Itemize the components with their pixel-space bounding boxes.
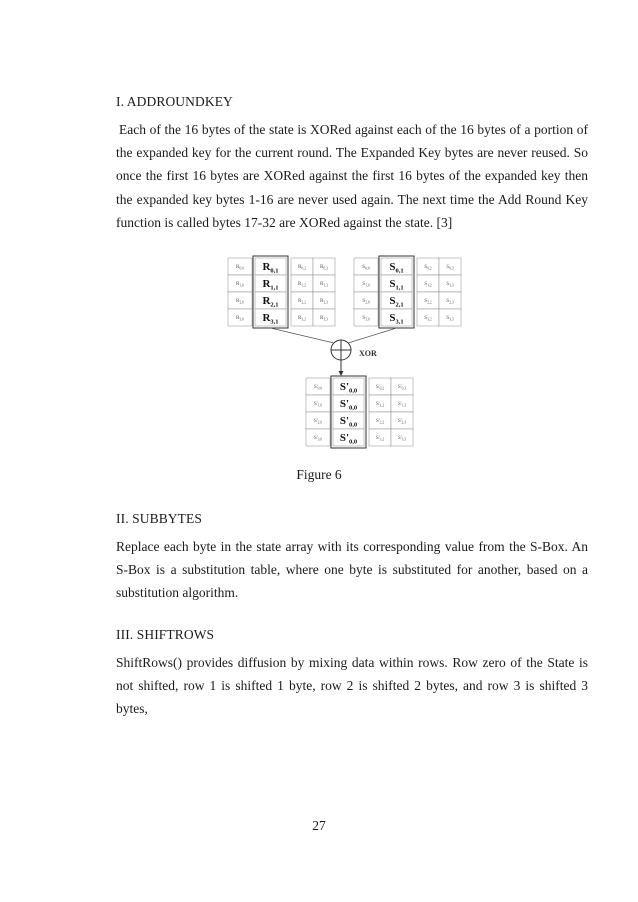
cell-label: $R_{0,3}$ [320, 264, 328, 271]
xor-label: XOR [359, 349, 377, 358]
cell-label: $S_{2,3}$ [446, 298, 454, 305]
cell-label: $S_{1,0}$ [362, 281, 370, 288]
highlighted-cell-label: $R_{2,1}$ [262, 295, 279, 309]
highlighted-cell-label: $R_{3,1}$ [262, 312, 279, 326]
cell-label: $S_{0,2}$ [424, 264, 432, 271]
xor-icon [331, 340, 351, 360]
cell-label: $S'_{2,2}$ [375, 418, 385, 425]
cell-label: $S'_{3,2}$ [375, 435, 385, 442]
cell-label: $S_{3,2}$ [424, 315, 432, 322]
cell-label: $S'_{0,0}$ [313, 384, 323, 391]
key-to-xor-line [271, 328, 335, 343]
cell-label: $S'_{1,3}$ [397, 401, 407, 408]
cell-label: $S_{2,0}$ [362, 298, 370, 305]
paragraph-shiftrows: ShiftRows() provides diffusion by mixing data within rows. Row zero of the State is not shifted, row 1 is shifted 1 byte, row 2 is shifted 2 bytes, and row 3 is shifted 3 bytes, [116, 655, 588, 717]
cell-label: $S'_{1,0}$ [313, 401, 323, 408]
key-matrix [228, 256, 335, 328]
cell-label: $S'_{2,0}$ [313, 418, 323, 425]
cell-label: $S_{2,2}$ [424, 298, 432, 305]
cell-label: $R_{3,2}$ [298, 315, 306, 322]
section-heading-shiftrows: III. SHIFTROWS [116, 627, 215, 642]
cell-label: $S'_{3,3}$ [397, 435, 407, 442]
cell-label: $S'_{0,2}$ [375, 384, 385, 391]
highlighted-cell-label: $S_{0,1}$ [389, 261, 404, 275]
highlighted-cell-label: $S_{1,1}$ [389, 278, 404, 292]
state-matrix [354, 256, 461, 328]
highlighted-cell-label: $S'_{0,0}$ [339, 398, 358, 412]
result-matrix [306, 376, 413, 448]
highlighted-cell-label: $R_{1,1}$ [262, 278, 279, 292]
cell-label: $S_{1,3}$ [446, 281, 454, 288]
paragraph-addroundkey: Each of the 16 bytes of the state is XORed against each of the 16 bytes of a portion of the expanded key for the current round. The Expanded Key bytes are never reused. So once the first 16 bytes are XORed against the first 16 bytes of the expanded key then the expanded key bytes 1-16 are never used again. The next time the Add Round Key function is called bytes 17-32 are XORed against the state. [3] [116, 122, 588, 230]
cell-label: $S'_{2,3}$ [397, 418, 407, 425]
cell-label: $R_{1,3}$ [320, 281, 328, 288]
figure-xor-diagram [226, 252, 466, 464]
cell-label: $R_{0,2}$ [298, 264, 306, 271]
cell-label: $R_{0,0}$ [236, 264, 244, 271]
highlighted-cell-label: $S'_{0,0}$ [339, 432, 358, 446]
highlighted-cell-label: $S_{3,1}$ [389, 312, 404, 326]
cell-label: $S'_{3,0}$ [313, 435, 323, 442]
highlighted-cell-label: $S_{2,1}$ [389, 295, 404, 309]
highlighted-cell-label: $S'_{0,0}$ [339, 381, 358, 395]
cell-label: $R_{2,2}$ [298, 298, 306, 305]
cell-label: $S_{0,0}$ [362, 264, 370, 271]
cell-label: $S'_{0,3}$ [397, 384, 407, 391]
cell-label: $S_{3,3}$ [446, 315, 454, 322]
paragraph-subbytes: Replace each byte in the state array with its corresponding value from the S-Box. An S-Box is a substitution table, where one byte is substituted for another, based on a substitution algorithm. [116, 539, 588, 601]
arrow-head-icon [339, 371, 344, 376]
cell-label: $R_{2,3}$ [320, 298, 328, 305]
highlighted-cell-label: $S'_{0,0}$ [339, 415, 358, 429]
cell-label: $R_{3,3}$ [320, 315, 328, 322]
cell-label: $S_{3,0}$ [362, 315, 370, 322]
section-heading-subbytes: II. SUBBYTES [116, 511, 202, 526]
section-heading-addroundkey: I. ADDROUNDKEY [116, 94, 233, 109]
cell-label: $R_{3,0}$ [236, 315, 244, 322]
state-to-xor-line [348, 328, 397, 343]
cell-label: $S_{0,3}$ [446, 264, 454, 271]
page-number: 27 [312, 818, 326, 833]
cell-label: $S'_{1,2}$ [375, 401, 385, 408]
cell-label: $S_{1,2}$ [424, 281, 432, 288]
cell-label: $R_{1,0}$ [236, 281, 244, 288]
figure-caption: Figure 6 [296, 467, 342, 482]
cell-label: $R_{2,0}$ [236, 298, 244, 305]
highlighted-cell-label: $R_{0,1}$ [262, 261, 279, 275]
cell-label: $R_{1,2}$ [298, 281, 306, 288]
